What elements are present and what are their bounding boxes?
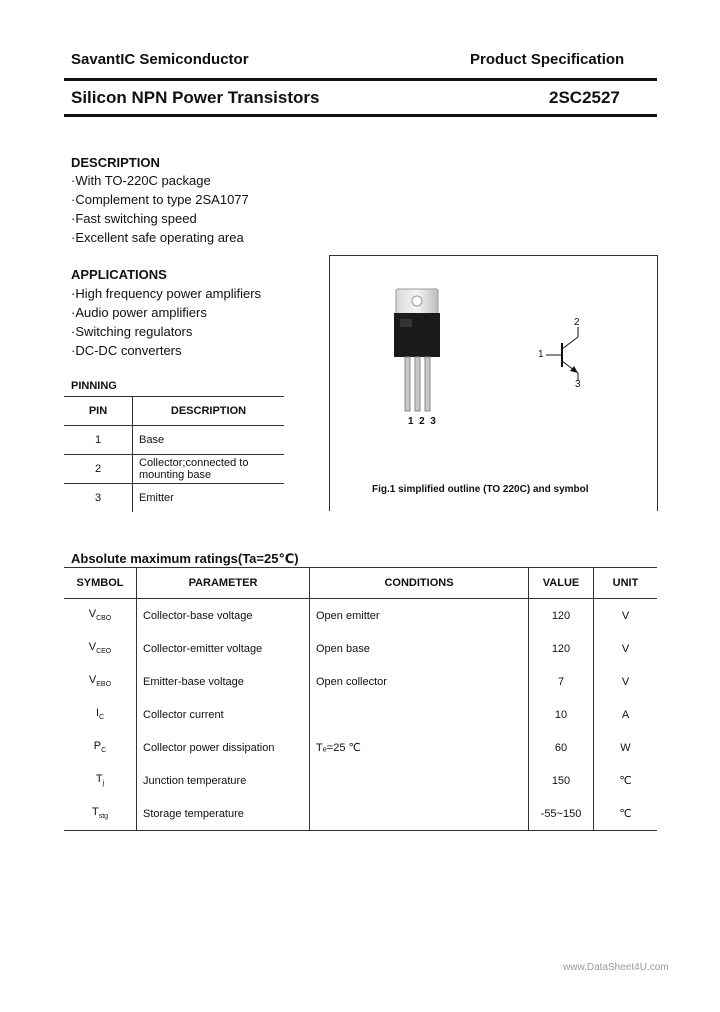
value-cell: 120 xyxy=(529,632,594,665)
table-row xyxy=(64,632,657,665)
symbol-cell: $V_{EBO}$ xyxy=(64,665,137,698)
col-header-unit: UNIT xyxy=(594,568,658,599)
header-rule-top xyxy=(64,78,657,81)
pin-description: Emitter xyxy=(139,491,174,504)
company-name: SavantIC Semiconductor xyxy=(71,51,249,68)
value-cell: 7 xyxy=(529,665,594,698)
symbol-pin-3: 3 xyxy=(575,379,581,390)
conditions-cell: Open base xyxy=(310,632,529,665)
conditions-cell xyxy=(310,797,529,831)
parameter-cell: Storage temperature xyxy=(137,797,310,831)
table-header-row xyxy=(64,397,284,426)
col-header-parameter: PARAMETER xyxy=(137,568,310,599)
table-row xyxy=(64,426,284,455)
unit-cell: W xyxy=(620,741,631,754)
part-number: 2SC2527 xyxy=(549,88,620,107)
list-item: ·DC-DC converters xyxy=(71,343,182,358)
figure-caption: Fig.1 simplified outline (TO 220C) and symbol xyxy=(372,484,589,495)
package-pin-labels: 1 2 3 xyxy=(408,416,436,427)
applications-heading: APPLICATIONS xyxy=(71,267,167,282)
table-row xyxy=(64,484,284,512)
symbol-cell: $V_{CBO}$ xyxy=(64,599,137,633)
conditions-cell xyxy=(310,698,529,731)
table-row xyxy=(64,797,657,831)
list-item: ·Complement to type 2SA1077 xyxy=(71,192,249,207)
list-item: ·With TO-220C package xyxy=(71,173,211,188)
value-cell: 10 xyxy=(529,698,594,731)
product-line: Silicon NPN Power Transistors xyxy=(71,88,320,107)
conditions-cell: Open collector xyxy=(310,665,529,698)
col-header-pin: PIN xyxy=(64,397,133,426)
list-item: ·Switching regulators xyxy=(71,324,193,339)
pin-description: Collector;connected to mounting base xyxy=(133,455,285,484)
parameter-cell: Collector-emitter voltage xyxy=(137,632,310,665)
to220-package-image xyxy=(380,285,460,415)
table-row xyxy=(64,665,657,698)
unit-cell: V xyxy=(621,609,630,622)
unit-cell: ℃ xyxy=(619,775,632,787)
parameter-cell: Collector-base voltage xyxy=(137,599,310,633)
description-heading: DESCRIPTION xyxy=(71,155,160,170)
list-item: ·Excellent safe operating area xyxy=(71,230,244,245)
watermark-link[interactable]: www.DataSheet4U.com xyxy=(563,962,669,973)
symbol-cell: $P_C$ xyxy=(64,731,137,764)
pinning-heading: PINNING xyxy=(71,380,117,392)
value-cell: 120 xyxy=(529,599,594,633)
ratings-table xyxy=(64,567,657,831)
pin-description: Base xyxy=(133,426,285,455)
symbol-cell: $I_C$ xyxy=(64,698,137,731)
unit-cell: ℃ xyxy=(594,797,658,831)
parameter-cell: Collector current xyxy=(137,698,310,731)
value-cell: 150 xyxy=(529,764,594,797)
value-cell: 60 xyxy=(529,731,594,764)
unit-cell: A xyxy=(621,708,630,721)
list-item: ·Fast switching speed xyxy=(71,211,197,226)
table-row xyxy=(64,599,657,633)
pin-number: 1 xyxy=(64,426,133,455)
table-header-row xyxy=(64,568,657,599)
symbol-cell: $V_{CEO}$ xyxy=(64,632,137,665)
conditions-cell: Open emitter xyxy=(310,599,529,633)
col-header-description: DESCRIPTION xyxy=(133,397,285,426)
col-header-symbol: SYMBOL xyxy=(64,568,137,599)
parameter-cell: Collector power dissipation xyxy=(137,731,310,764)
value-cell: -55~150 xyxy=(529,797,594,831)
parameter-cell: Junction temperature xyxy=(137,764,310,797)
pinning-table xyxy=(64,396,284,512)
conditions-cell xyxy=(310,764,529,797)
figure-box xyxy=(329,255,658,511)
table-row xyxy=(64,455,284,484)
list-item: ·High frequency power amplifiers xyxy=(71,286,262,301)
conditions-cell: Tₑ=25 ℃ xyxy=(310,731,529,764)
symbol-pin-1: 1 xyxy=(538,349,544,360)
symbol-pin-2: 2 xyxy=(574,317,580,328)
applications-list xyxy=(71,284,261,360)
pin-number: 2 xyxy=(64,455,133,484)
description-list xyxy=(71,171,249,247)
col-header-value: VALUE xyxy=(529,568,594,599)
symbol-cell: $T_j$ xyxy=(64,764,137,797)
list-item: ·Audio power amplifiers xyxy=(71,305,207,320)
parameter-cell: Emitter-base voltage xyxy=(137,665,310,698)
symbol-cell: $T_{stg}$ xyxy=(64,797,137,831)
table-row xyxy=(64,731,657,764)
col-header-conditions: CONDITIONS xyxy=(310,568,529,599)
ratings-heading: Absolute maximum ratings(Ta=25℃) xyxy=(71,551,299,566)
header-rule-bottom xyxy=(64,114,657,117)
table-row xyxy=(64,698,657,731)
unit-cell: V xyxy=(621,675,630,688)
unit-cell: V xyxy=(621,642,630,655)
table-row xyxy=(64,764,657,797)
doc-type: Product Specification xyxy=(470,51,625,68)
pin-number: 3 xyxy=(64,484,133,512)
